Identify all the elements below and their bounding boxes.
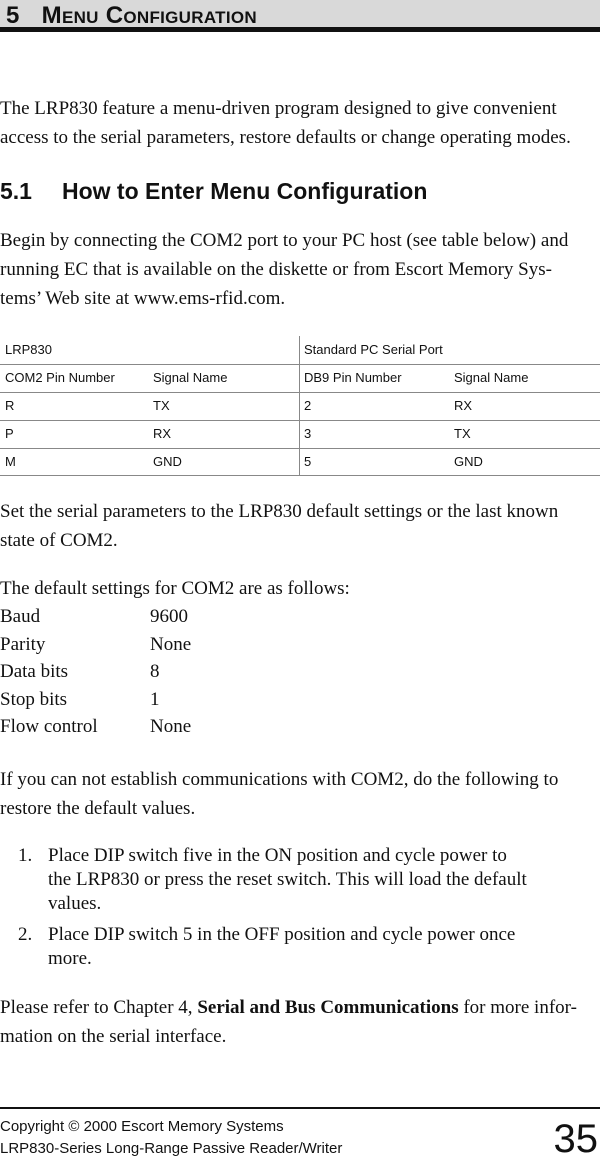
setting-row: [0, 631, 191, 659]
step-line: Place DIP switch five in the ON position and cycle power to: [48, 845, 507, 866]
setting-value: 1: [150, 688, 160, 710]
setting-row: [0, 713, 191, 741]
footer-product: LRP830-Series Long-Range Passive Reader/Writer: [0, 1140, 343, 1157]
table-divider: [0, 392, 600, 393]
chapter-header-bar: [0, 0, 600, 32]
restore-paragraph: [0, 765, 600, 823]
table-cell: 2: [304, 398, 312, 413]
table-cell: RX: [153, 426, 172, 441]
setting-value: 9600: [150, 606, 188, 627]
table-divider: [0, 475, 600, 476]
paragraph-line: running EC that is available on the diskette or from Escort Memory Sys-: [0, 259, 552, 280]
setting-key: Stop bits: [0, 688, 68, 710]
table-cell: GND: [454, 454, 483, 469]
table-cell: 5: [304, 454, 312, 469]
pin-mapping-table: [0, 336, 600, 476]
table-cell: P: [5, 426, 14, 441]
section-heading: [0, 178, 427, 205]
table-divider: [299, 336, 300, 476]
table-column-header: Signal Name: [153, 370, 228, 385]
step-number: 2.: [18, 924, 33, 945]
table-cell: 3: [304, 426, 312, 441]
paragraph-line: Begin by connecting the COM2 port to your PC host (see table below) and: [0, 230, 569, 251]
table-cell: R: [5, 398, 15, 413]
paragraph-line: [0, 993, 600, 1022]
reference-text: Please refer to Chapter 4,: [0, 997, 198, 1018]
setting-key: Flow control: [0, 716, 98, 737]
list-item: [0, 844, 527, 916]
paragraph-line: restore the default values.: [0, 798, 196, 819]
table-column-header: COM2 Pin Number: [5, 370, 115, 385]
list-item: [0, 923, 527, 971]
connect-paragraph: [0, 226, 600, 313]
reference-text: for more infor-: [458, 997, 577, 1018]
setting-row: [0, 686, 191, 714]
step-line: more.: [48, 948, 92, 969]
footer-copyright: Copyright © 2000 Escort Memory Systems: [0, 1118, 284, 1135]
table-cell: TX: [153, 398, 170, 413]
page-number: 35: [553, 1117, 598, 1161]
paragraph-line: If you can not establish communications with COM2, do the following to: [0, 769, 559, 790]
table-cell: TX: [454, 426, 471, 441]
paragraph-line: state of COM2.: [0, 530, 118, 551]
setting-key: Parity: [0, 633, 46, 655]
table-column-header: Signal Name: [454, 370, 529, 385]
setting-value: 8: [150, 661, 160, 682]
defaults-intro: The default settings for COM2 are as follows:: [0, 578, 350, 599]
intro-paragraph: [0, 94, 600, 152]
step-line: Place DIP switch 5 in the OFF position and cycle power once: [48, 924, 516, 945]
chapter-title: [6, 2, 257, 30]
intro-line: access to the serial parameters, restore defaults or change operating modes.: [0, 127, 571, 148]
setting-value: None: [150, 633, 192, 655]
paragraph-line: Set the serial parameters to the LRP830 default settings or the last known: [0, 501, 559, 522]
table-group-header: Standard PC Serial Port: [304, 342, 443, 357]
setting-row: [0, 603, 191, 631]
footer-rule: [0, 1107, 600, 1109]
section-number: 5.1: [0, 178, 32, 204]
table-group-header: LRP830: [5, 342, 52, 357]
paragraph-line: tems’ Web site at www.ems-rfid.com.: [0, 288, 286, 309]
table-cell: M: [5, 454, 16, 469]
step-number: 1.: [18, 845, 33, 866]
step-line: the LRP830 or press the reset switch. This will load the default: [48, 869, 527, 890]
table-divider: [0, 448, 600, 449]
paragraph-line: mation on the serial interface.: [0, 1026, 227, 1047]
chapter-title-text: Menu Configuration: [41, 2, 257, 29]
serial-settings-paragraph: [0, 497, 600, 555]
setting-row: [0, 658, 191, 686]
setting-value: None: [150, 716, 192, 737]
step-line: values.: [48, 893, 102, 914]
chapter-number: 5: [6, 2, 20, 29]
chapter-reference: Serial and Bus Communications: [197, 997, 459, 1018]
table-divider: [0, 420, 600, 421]
setting-key: Data bits: [0, 661, 69, 682]
reference-paragraph: [0, 993, 600, 1051]
default-settings-list: [0, 603, 191, 741]
table-cell: GND: [153, 454, 182, 469]
table-column-header: DB9 Pin Number: [304, 370, 402, 385]
section-title: How to Enter Menu Configuration: [61, 178, 428, 204]
intro-line: The LRP830 feature a menu-driven program designed to give convenient: [0, 98, 557, 119]
restore-steps-list: [0, 844, 527, 978]
setting-key: Baud: [0, 606, 41, 627]
table-cell: RX: [454, 398, 473, 413]
